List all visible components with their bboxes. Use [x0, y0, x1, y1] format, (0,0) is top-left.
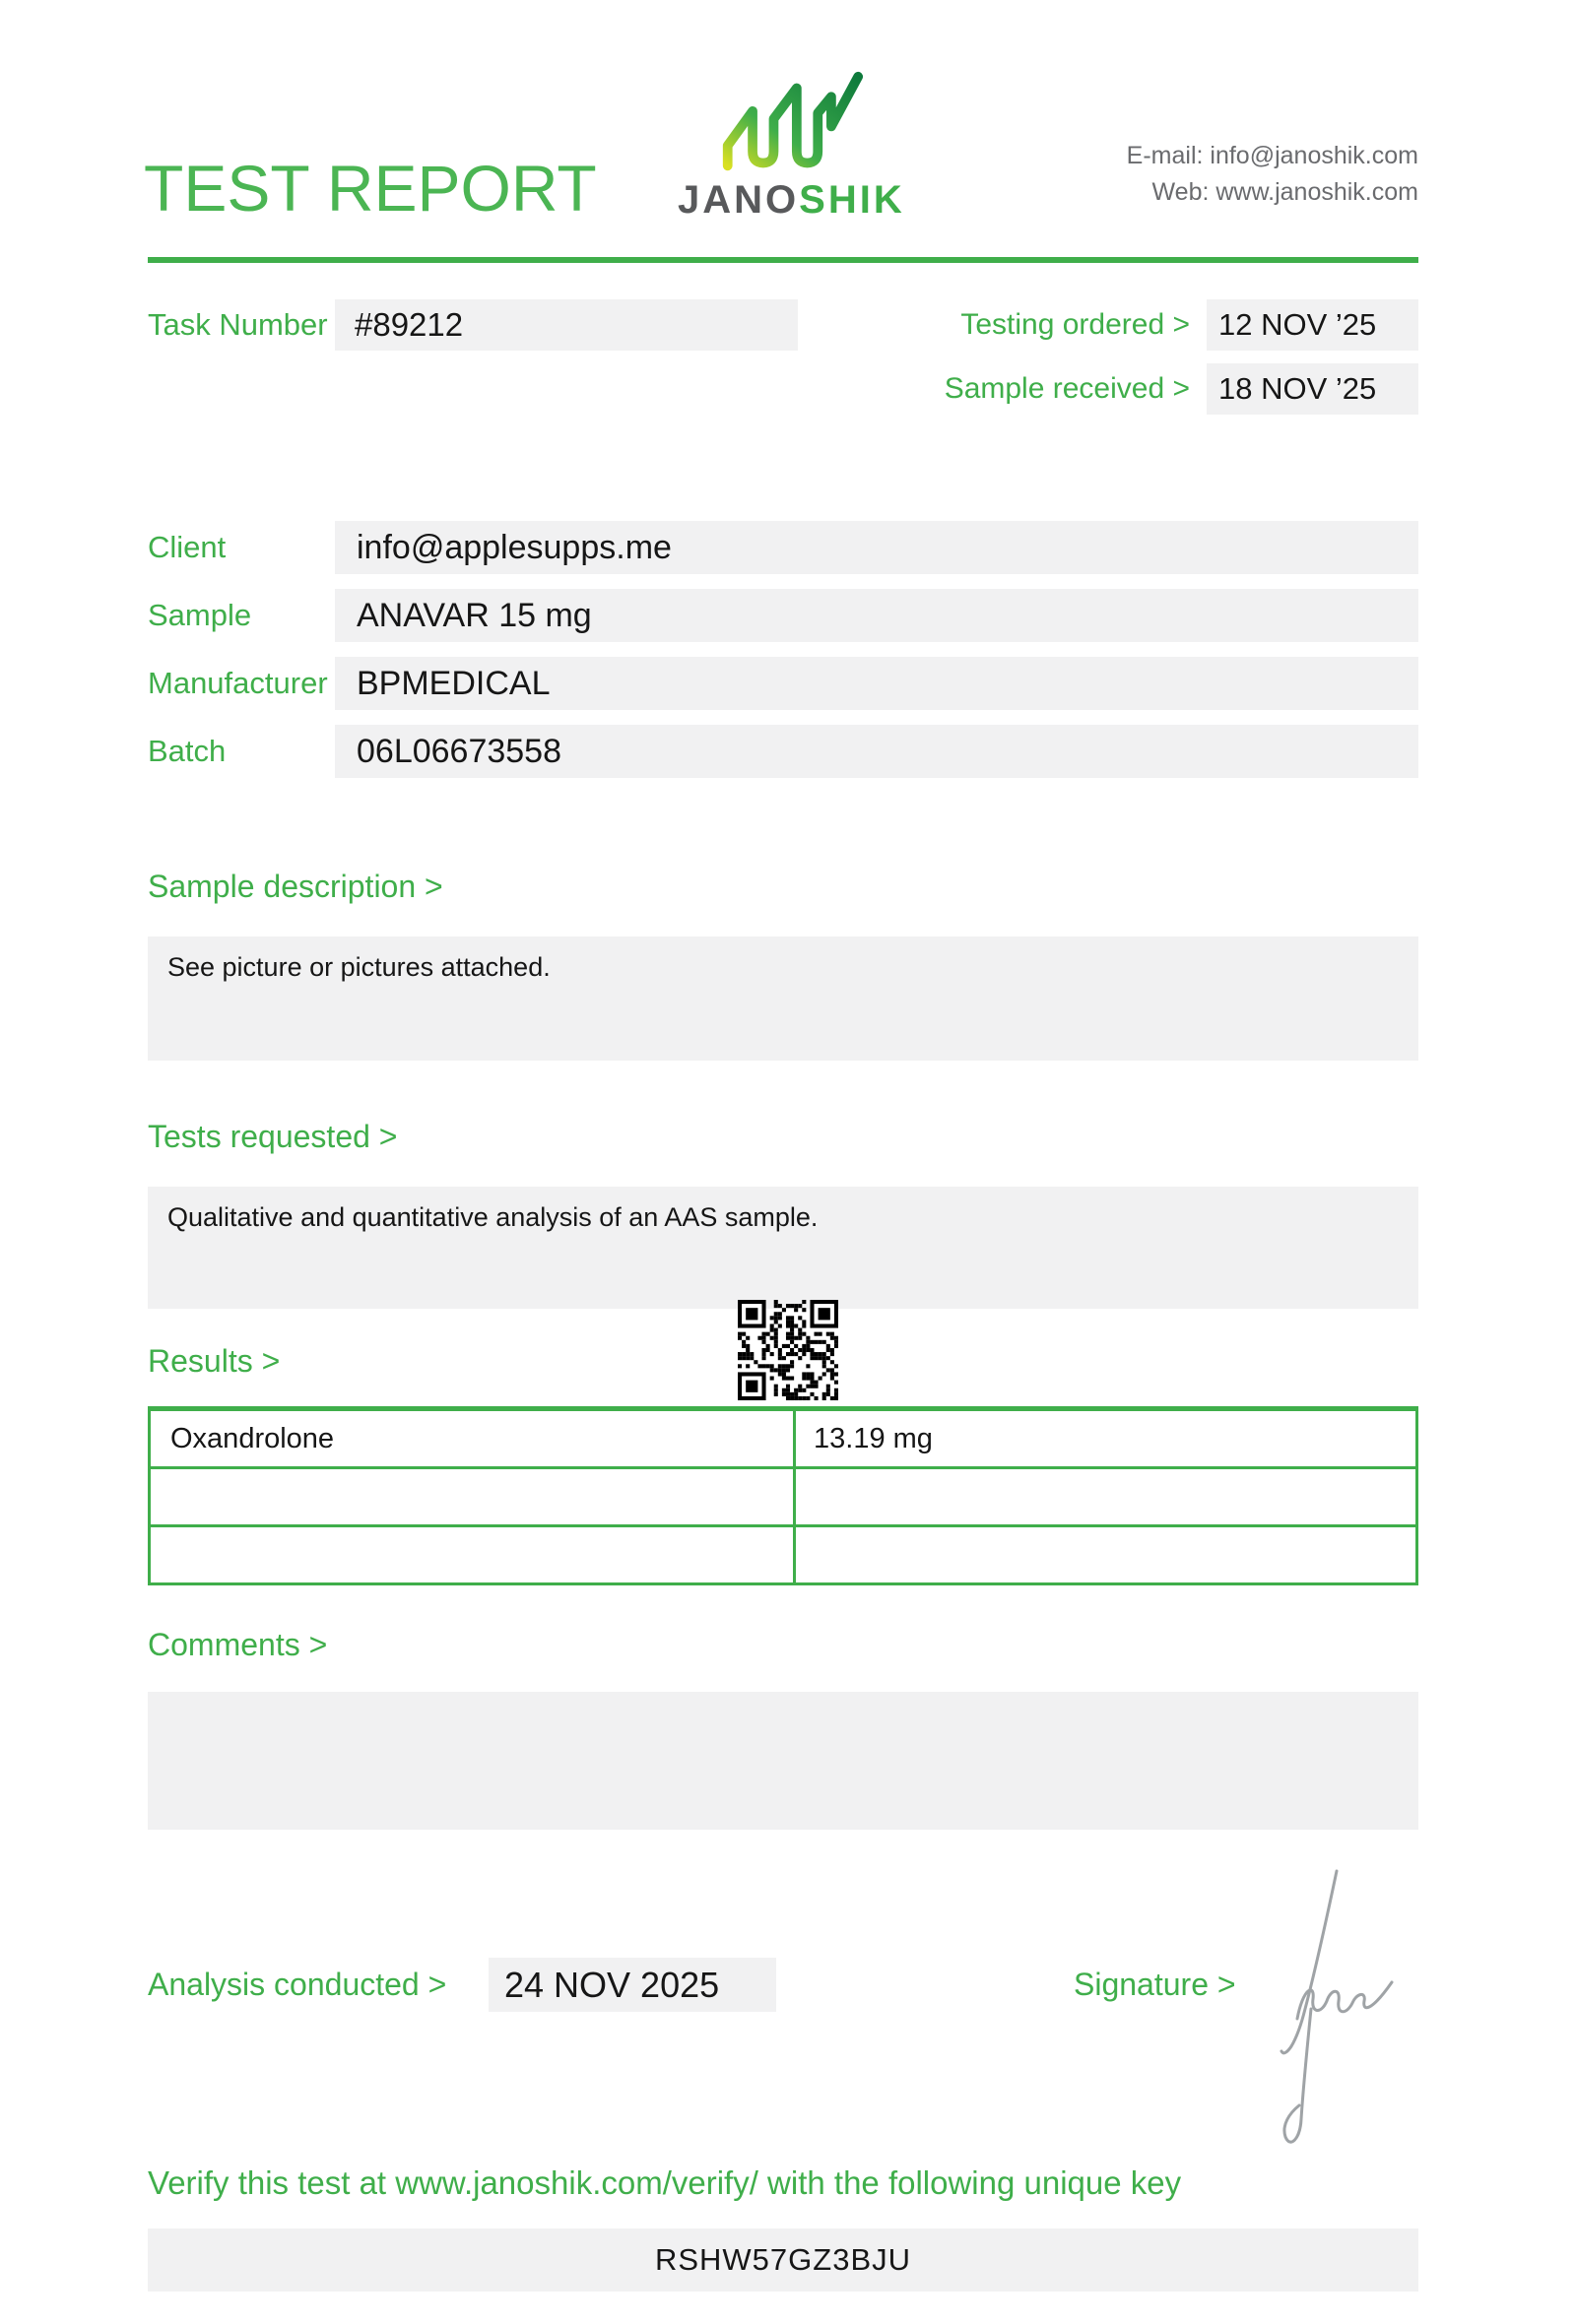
client-value: info@applesupps.me: [335, 521, 1418, 574]
result-amount: 13.19 mg: [814, 1423, 933, 1454]
batch-value: 06L06673558: [335, 725, 1418, 778]
sample-label: Sample: [148, 598, 252, 632]
analysis-date-value: 24 NOV 2025: [489, 1958, 776, 2012]
comments-heading: Comments >: [148, 1627, 328, 1662]
header-divider: [148, 257, 1418, 263]
contact-block: [1127, 138, 1418, 211]
logo-text-shik: SHIK: [799, 178, 905, 222]
testing-ordered-value: 12 NOV ’25: [1207, 299, 1418, 351]
result-substance: [151, 1527, 796, 1582]
tests-requested-heading: Tests requested >: [148, 1119, 398, 1154]
task-row: [0, 299, 1576, 351]
detail-row-sample: [0, 589, 1576, 642]
verify-key: RSHW57GZ3BJU: [148, 2228, 1418, 2292]
table-row: [151, 1527, 1415, 1582]
qr-code: [738, 1300, 838, 1400]
manufacturer-value: BPMEDICAL: [335, 657, 1418, 710]
batch-label: Batch: [148, 734, 227, 768]
verify-instruction: Verify this test at www.janoshik.com/verify/ with the following unique key: [148, 2164, 1182, 2201]
result-substance: Oxandrolone: [151, 1411, 796, 1466]
analysis-conducted-label: Analysis conducted >: [148, 1967, 447, 2002]
testing-ordered-label: Testing ordered >: [960, 308, 1190, 341]
janoshik-logo: [678, 69, 904, 221]
logo-wordmark: [678, 179, 904, 221]
manufacturer-label: Manufacturer: [148, 666, 328, 700]
comments-text: [148, 1692, 1418, 1830]
table-row: [151, 1411, 1415, 1469]
sample-value: ANAVAR 15 mg: [335, 589, 1418, 642]
received-row: [0, 363, 1576, 415]
chart-growth-icon: [678, 69, 904, 179]
result-amount: [796, 1527, 1415, 1582]
detail-row-batch: [0, 725, 1576, 778]
tests-requested-text: Qualitative and quantitative analysis of an AAS sample.: [148, 1187, 1418, 1309]
sample-description-heading: Sample description >: [148, 869, 443, 904]
client-label: Client: [148, 530, 227, 564]
signature-image: [1276, 1851, 1433, 2162]
results-heading: Results >: [148, 1343, 281, 1379]
sample-received-label: Sample received >: [944, 372, 1190, 405]
result-amount: [796, 1469, 1415, 1524]
result-substance: [151, 1469, 796, 1524]
contact-web: Web: www.janoshik.com: [1151, 178, 1418, 206]
signature-label: Signature >: [1074, 1967, 1236, 2002]
page-title: TEST REPORT: [144, 152, 597, 225]
task-number-value: #89212: [335, 299, 798, 351]
table-row: [151, 1469, 1415, 1527]
logo-text-jano: JANO: [678, 178, 800, 222]
detail-row-client: [0, 521, 1576, 574]
sample-received-value: 18 NOV ’25: [1207, 363, 1418, 415]
results-table: [148, 1406, 1418, 1585]
task-number-label: Task Number: [148, 307, 328, 342]
contact-email: E-mail: info@janoshik.com: [1126, 142, 1418, 169]
detail-row-manufacturer: [0, 657, 1576, 710]
sample-description-text: See picture or pictures attached.: [148, 936, 1418, 1061]
